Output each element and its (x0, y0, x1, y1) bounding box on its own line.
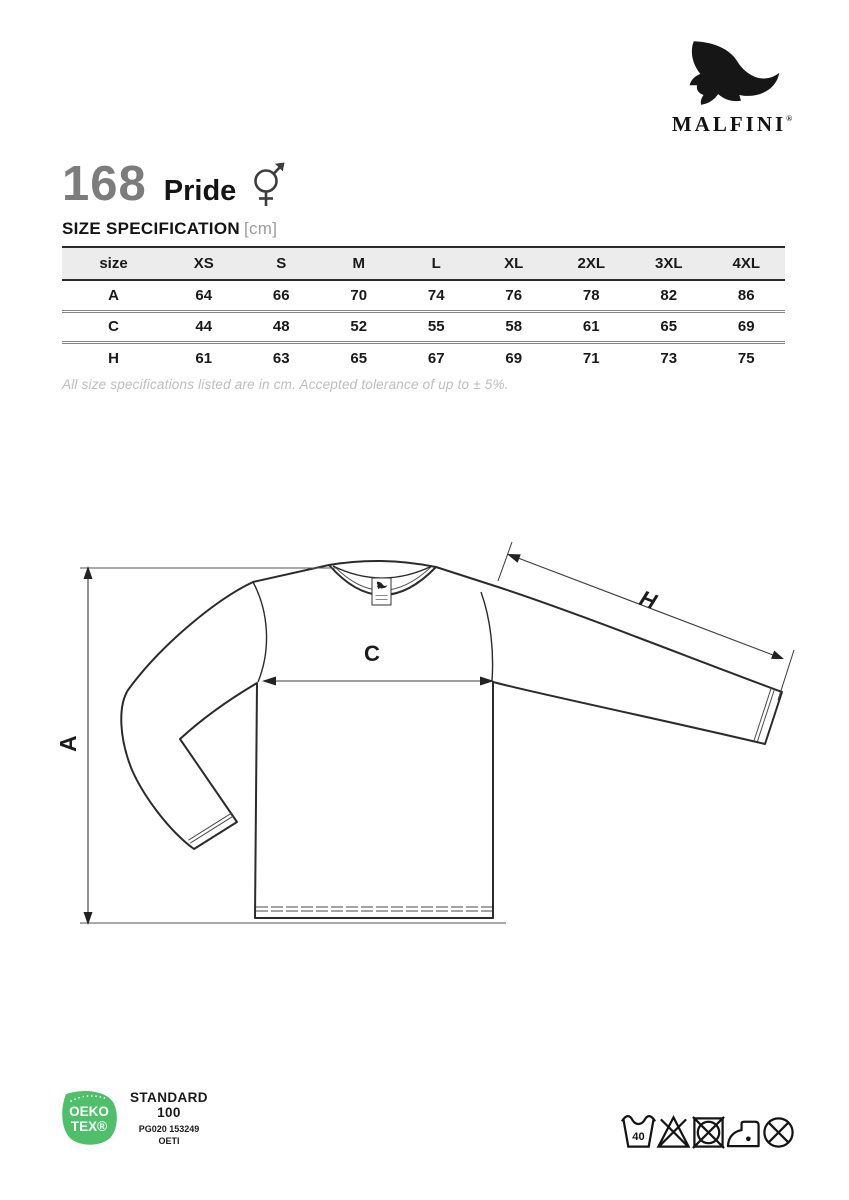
col-header: XS (193, 255, 214, 272)
cell: 48 (272, 318, 290, 335)
cell: 64 (195, 286, 213, 304)
malfini-eagle-icon (671, 36, 793, 110)
care-symbols (621, 1110, 796, 1154)
col-header: 4XL (732, 255, 760, 272)
dim-label-c: C (364, 641, 380, 666)
iron-low-icon (726, 1110, 761, 1154)
gender-unisex-icon (248, 158, 290, 215)
cell: 65 (350, 349, 368, 367)
product-title (62, 148, 290, 211)
cell: 74 (427, 286, 445, 304)
neck-label (372, 578, 391, 605)
cell: 61 (195, 349, 213, 367)
cell: 86 (737, 286, 755, 304)
cell: 66 (272, 286, 290, 304)
size-table (62, 246, 785, 373)
table-row (62, 342, 785, 373)
product-name: Pride (163, 175, 237, 207)
section-unit: [cm] (243, 219, 278, 238)
cell: 70 (350, 286, 368, 304)
oeko-tex-certification (58, 1086, 208, 1148)
cell: 63 (272, 349, 290, 367)
brand-wordmark: MALFINI® (671, 112, 793, 136)
cell: 73 (660, 349, 678, 367)
oeko-cert-number: PG020 153249 (138, 1124, 200, 1135)
shirt-diagram (0, 518, 849, 968)
oeko-badge-line1: OEKO (69, 1104, 109, 1119)
do-not-tumble-dry-icon (691, 1110, 726, 1154)
wash-40-icon (621, 1110, 656, 1154)
brand-logo (661, 36, 803, 137)
cell: 52 (350, 318, 368, 335)
cell: 55 (427, 318, 445, 335)
col-header: L (431, 255, 441, 272)
product-code: 168 (62, 157, 147, 211)
do-not-dry-clean-icon (761, 1110, 796, 1154)
shirt-outline (121, 561, 782, 918)
cell: 58 (505, 318, 523, 335)
row-label: A (108, 286, 119, 304)
do-not-bleach-icon (656, 1110, 691, 1154)
cell: 69 (737, 318, 755, 335)
tolerance-note: All size specifications listed are in cm. Accepted tolerance of up to ± 5%. (62, 377, 509, 392)
oeko-badge-line2: TEX® (70, 1119, 108, 1134)
cell: 69 (505, 349, 523, 367)
oeko-text-block (130, 1090, 208, 1148)
wash-temp: 40 (632, 1130, 645, 1143)
oeko-standard-number: 100 (157, 1105, 181, 1121)
section-heading (62, 219, 277, 239)
table-row (62, 311, 785, 342)
cell: 44 (195, 318, 213, 335)
cell: 67 (427, 349, 445, 367)
col-header: 3XL (654, 255, 683, 272)
col-header-size: size (99, 255, 128, 272)
cell: 65 (660, 318, 678, 335)
row-label: C (108, 318, 119, 335)
oeko-institute: OETI (158, 1135, 180, 1146)
col-header: XL (504, 255, 524, 272)
dim-label-h: H (636, 585, 661, 615)
cell: 82 (660, 286, 678, 304)
oeko-standard-label: STANDARD (130, 1090, 208, 1105)
cell: 61 (582, 318, 600, 335)
row-label: H (108, 349, 119, 367)
col-header: M (352, 255, 365, 272)
cell: 78 (582, 286, 600, 304)
table-row (62, 280, 785, 311)
oeko-tex-badge-icon (58, 1086, 120, 1148)
col-header: S (276, 255, 287, 272)
registered-mark: ® (786, 114, 793, 123)
dim-label-a: A (55, 735, 81, 752)
cell: 71 (582, 349, 600, 367)
col-header: 2XL (577, 255, 605, 272)
cell: 76 (505, 286, 523, 304)
section-title: SIZE SPECIFICATION (62, 219, 240, 238)
cell: 75 (737, 349, 755, 367)
table-header-row (62, 247, 785, 280)
